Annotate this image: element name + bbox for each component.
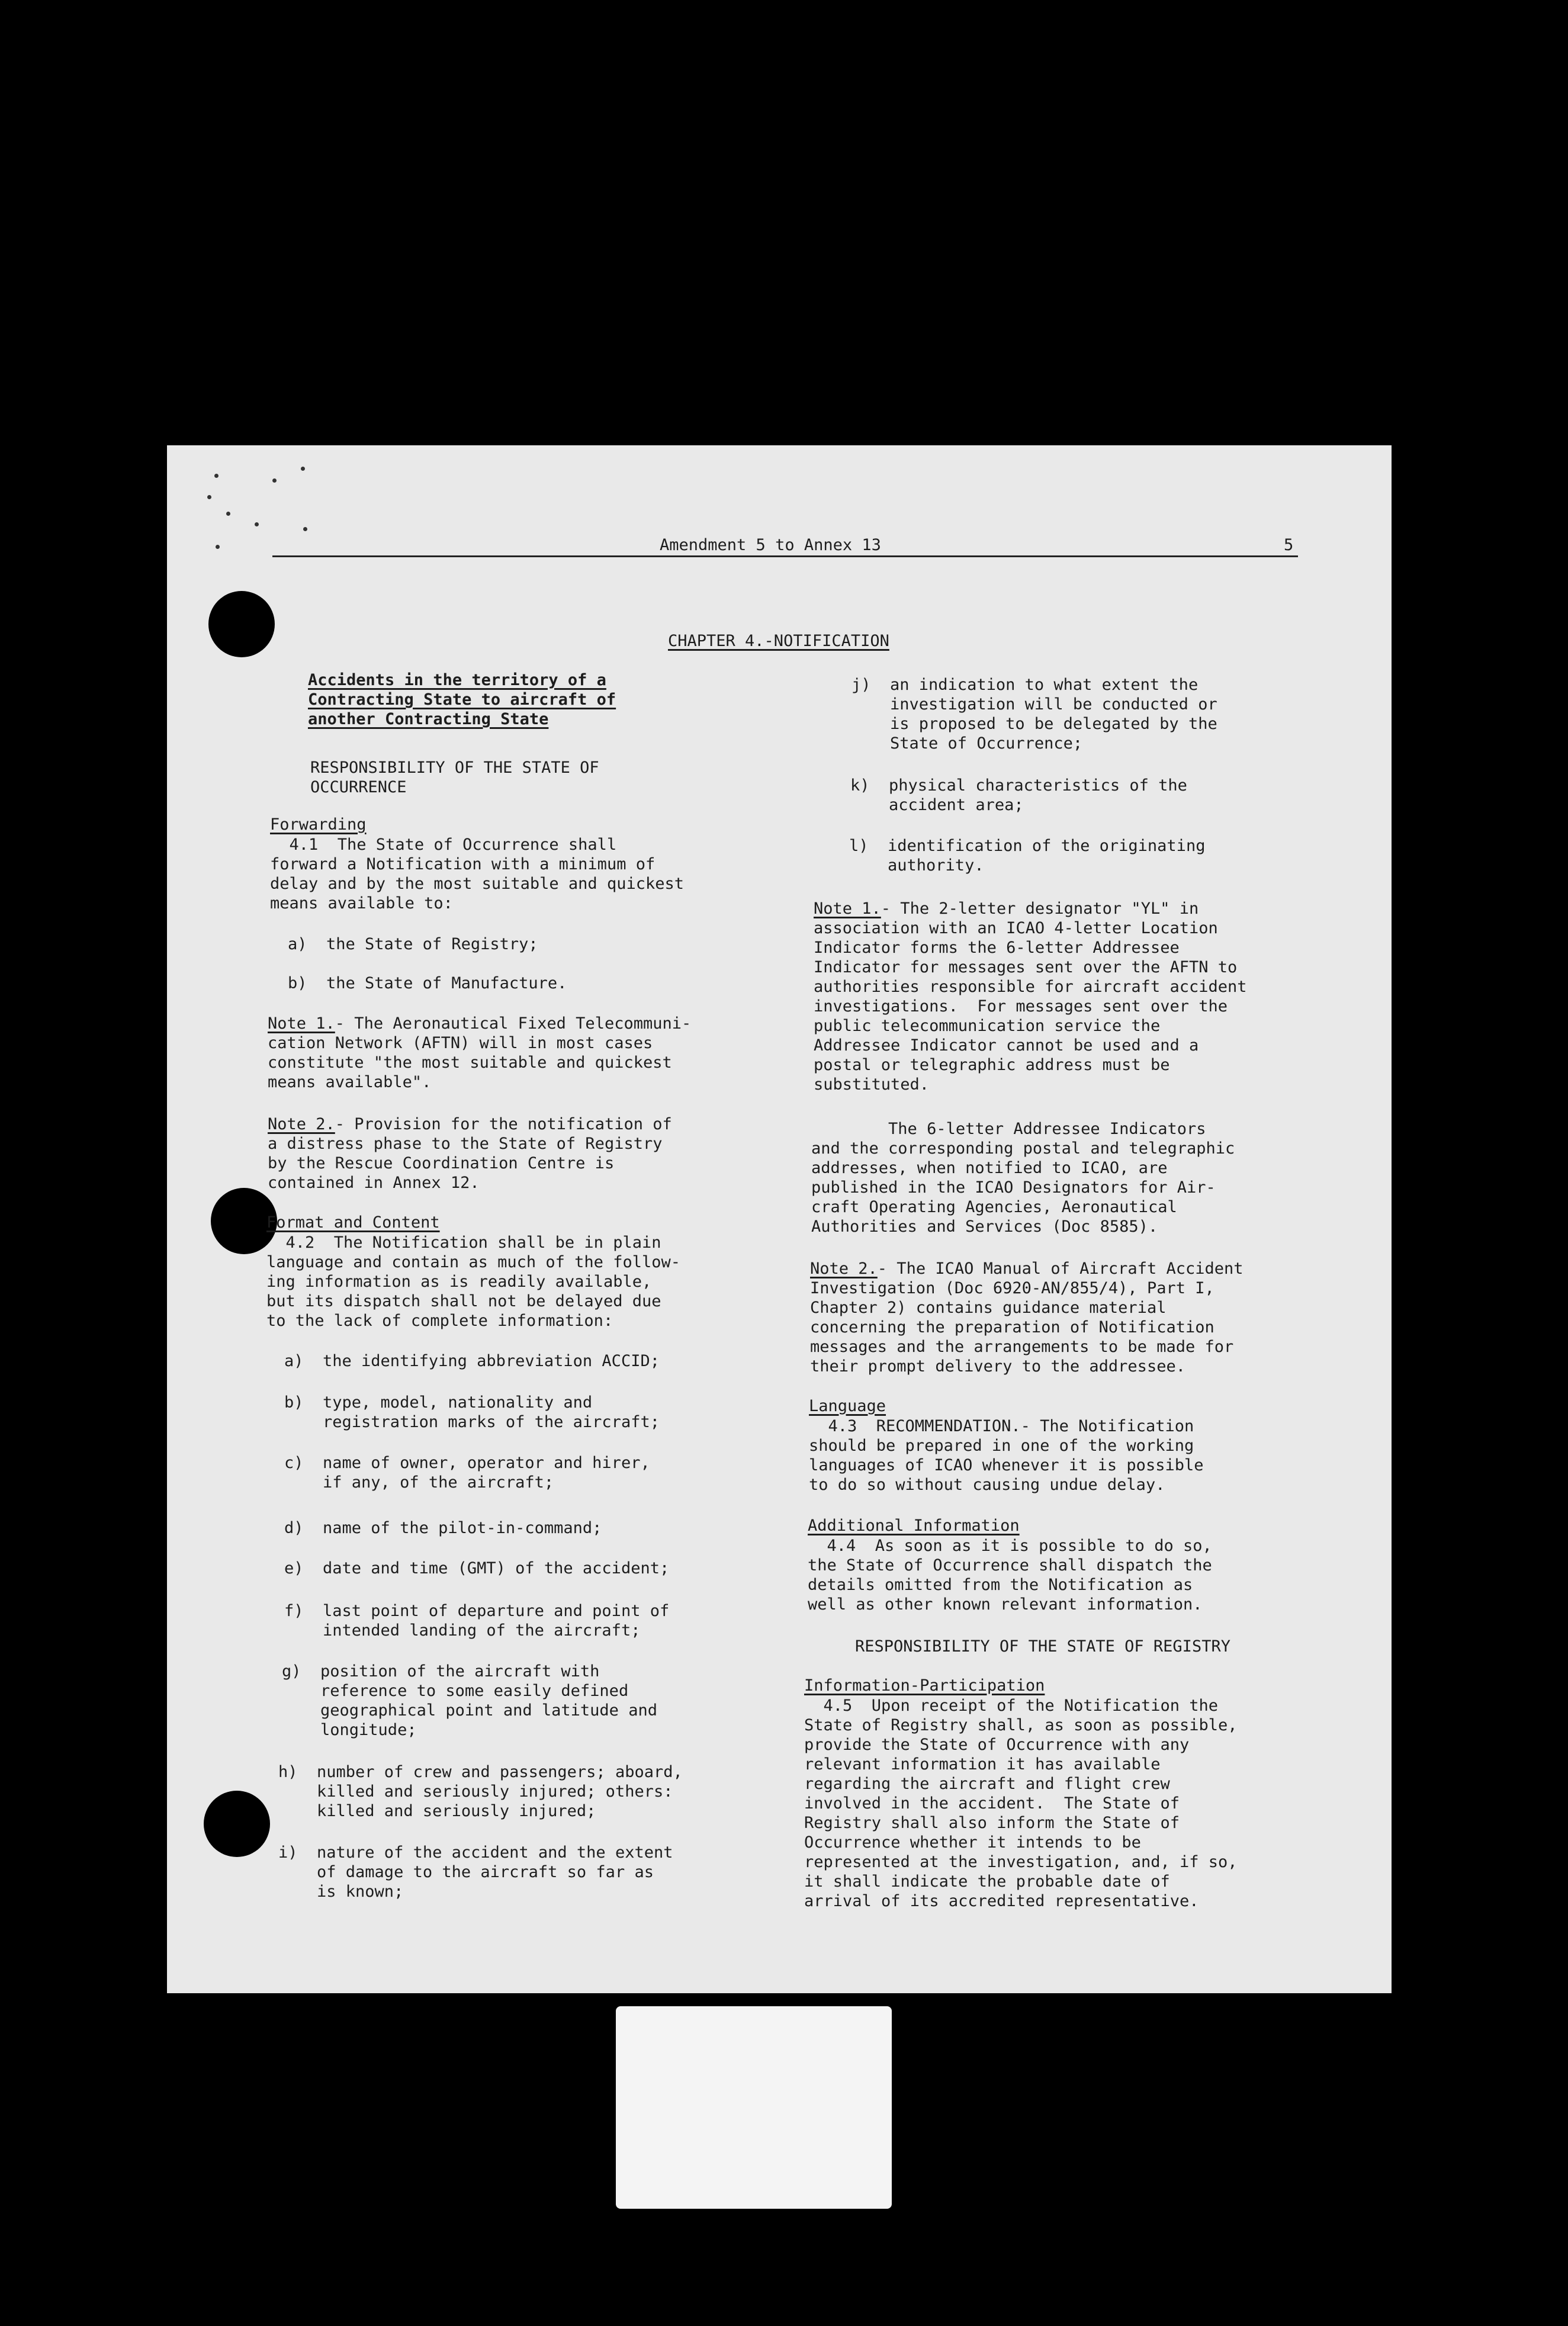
item-state-of-manufacture: b) the State of Manufacture. xyxy=(288,974,567,992)
list-item-e: e) date and time (GMT) of the accident; xyxy=(284,1559,670,1578)
paragraph-4-3: 4.3 RECOMMENDATION.- The Notification should be prepared in one of the working languages of ICAO whenever it is possible to do so without causing undue delay. xyxy=(809,1417,1204,1494)
forwarding-heading: Forwarding xyxy=(270,815,367,834)
note-2-text: - The ICAO Manual of Aircraft Accident Investigation (Doc 6920-AN/855/4), Part I, Chapter 2) contains guidance material concerning the preparation of Notification messages and the arrangements to be made for their prompt delivery to the addressee. xyxy=(810,1260,1244,1376)
header-rule xyxy=(272,555,1298,557)
note-2-label: Note 2. xyxy=(810,1260,878,1278)
registry-heading: RESPONSIBILITY OF THE STATE OF REGISTRY xyxy=(855,1637,1230,1656)
blank-card xyxy=(616,2006,892,2209)
speck-mark xyxy=(303,527,307,531)
list-item-k: k) physical characteristics of the accident area; xyxy=(850,776,1187,814)
list-item-j: j) an indication to what extent the investigation will be conducted or is proposed to be delegated by the State of Occurrence; xyxy=(852,676,1217,753)
list-item-b: b) type, model, nationality and registration marks of the aircraft; xyxy=(284,1393,660,1431)
paragraph-4-2: 4.2 The Notification shall be in plain language and contain as much of the follow- ing information as is readily available, but its dispatch shall not be delayed due to the lack of complete information: xyxy=(266,1233,680,1330)
note-1-text: - The Aeronautical Fixed Telecommuni- cation Network (AFTN) will in most cases constitute "the most suitable and quickest means available". xyxy=(268,1014,692,1091)
speck-mark xyxy=(207,495,211,499)
note-1-label: Note 1. xyxy=(814,899,881,918)
list-item-i: i) nature of the accident and the extent of damage to the aircraft so far as is known; xyxy=(278,1843,673,1901)
note-1-label: Note 1. xyxy=(268,1014,335,1033)
note-1-text: - The 2-letter designator "YL" in association with an ICAO 4-letter Location Indicator forms the 6-letter Addressee Indicator for messages sent over the AFTN to authorities responsible for aircraft accident investigations. For messages sent over the public telecommunication service the Addressee Indicator cannot be used and a postal or telegraphic address must be substituted. xyxy=(814,899,1247,1094)
item-state-of-registry: a) the State of Registry; xyxy=(288,935,538,953)
list-item-l: l) identification of the originating authority. xyxy=(849,837,1206,875)
section-heading: Accidents in the territory of a Contracting State to aircraft of another Contracting State xyxy=(308,671,616,728)
speck-mark xyxy=(214,474,219,478)
list-item-c: c) name of owner, operator and hirer, if any, of the aircraft; xyxy=(284,1454,650,1492)
additional-information-heading: Additional Information xyxy=(808,1517,1020,1535)
note-1-left xyxy=(268,1014,691,1092)
punch-hole xyxy=(204,1791,270,1857)
list-item-a: a) the identifying abbreviation ACCID; xyxy=(284,1352,660,1370)
note-2-label: Note 2. xyxy=(268,1115,335,1133)
chapter-title: CHAPTER 4.-NOTIFICATION xyxy=(668,632,889,650)
list-item-f: f) last point of departure and point of intended landing of the aircraft; xyxy=(284,1602,670,1640)
paragraph-4-5: 4.5 Upon receipt of the Notification the State of Registry shall, as soon as possible, provide the State of Occurrence with any relevant information it has available regarding the aircraft and flight crew involved in the accident. The State of Registry shall also inform the State of Occurrence whether it intends to be represented at the investigation, and, if so, it shall indicate the probable date of arrival of its accredited representative. xyxy=(804,1697,1238,1910)
note-1-right xyxy=(814,899,1247,1094)
information-participation-heading: Information-Participation xyxy=(804,1676,1045,1695)
note-2-right xyxy=(810,1259,1244,1376)
note-2-text: - Provision for the notification of a distress phase to the State of Registry by the Rescue Coordination Centre is contained in Annex 12. xyxy=(268,1115,672,1192)
list-item-d: d) name of the pilot-in-command; xyxy=(284,1519,602,1537)
punch-hole xyxy=(208,591,275,657)
language-heading: Language xyxy=(809,1397,886,1415)
list-item-h: h) number of crew and passengers; aboard, killed and seriously injured; others: killed and seriously injured; xyxy=(278,1763,683,1820)
list-item-g: g) position of the aircraft with reference to some easily defined geographical point and latitude and longitude; xyxy=(282,1662,657,1739)
speck-mark xyxy=(216,545,220,549)
paragraph-4-1: 4.1 The State of Occurrence shall forward a Notification with a minimum of delay and by the most suitable and quickest means available to: xyxy=(270,836,684,913)
addressee-paragraph: The 6-letter Addressee Indicators and the corresponding postal and telegraphic addresses, when notified to ICAO, are published in the ICAO Designators for Air- craft Operating Agencies, Aeronautical Authorities and Services (Doc 8585). xyxy=(811,1120,1235,1236)
speck-mark xyxy=(301,467,305,471)
format-content-heading: Format and Content xyxy=(266,1213,440,1232)
speck-mark xyxy=(272,478,277,483)
speck-mark xyxy=(255,522,259,526)
page-number: 5 xyxy=(1284,536,1294,554)
speck-mark xyxy=(226,512,230,516)
header-title: Amendment 5 to Annex 13 xyxy=(660,536,881,554)
subheading-state-of-occurrence: RESPONSIBILITY OF THE STATE OF OCCURRENCE xyxy=(310,759,599,796)
paragraph-4-4: 4.4 As soon as it is possible to do so, the State of Occurrence shall dispatch the details omitted from the Notification as well as other known relevant information. xyxy=(808,1537,1212,1614)
note-2-left xyxy=(268,1114,672,1193)
